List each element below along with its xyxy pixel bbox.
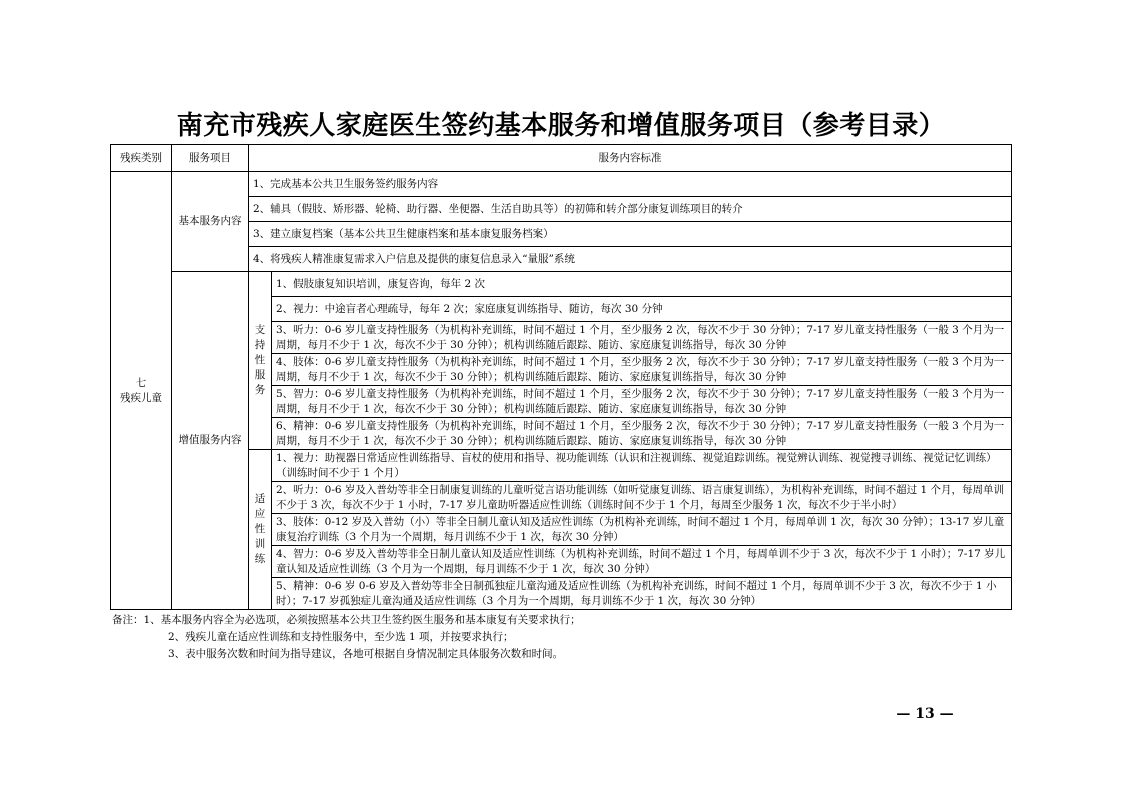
header-category: 残疾类别	[111, 145, 172, 172]
basic-item: 3、建立康复档案（基本公共卫生健康档案和基本康复服务档案）	[249, 222, 1012, 247]
support-service-label: 支 持 性 服 务	[249, 272, 272, 450]
support-item: 4、肢体：0-6 岁儿童支持性服务（为机构补充训练，时间不超过 1 个月，至少服务 2 次，每次不少于 30 分钟）；7-17 岁儿童支持性服务（一般 3 个月为一周期，每月不少于 1 次，每次不少于 30 分钟）；机构训练随后跟踪、随访、家庭康复训练指导，每次 30 分钟	[272, 354, 1012, 386]
category-number: 七	[135, 376, 147, 389]
value-added-service-label: 增值服务内容	[172, 272, 249, 610]
support-item: 5、智力：0-6 岁儿童支持性服务（为机构补充训练，时间不超过 1 个月，至少服务 2 次，每次不少于 30 分钟）；7-17 岁儿童支持性服务（一般 3 个月为一周期，每月不少于 1 次，每次不少于 30 分钟）；机构训练随后跟踪、随访、家庭康复训练指导，每次 30 分钟	[272, 386, 1012, 418]
notes-label: 备注：	[112, 614, 144, 626]
basic-item: 4、将残疾人精准康复需求入户信息及提供的康复信息录入“量服”系统	[249, 247, 1012, 272]
table-row	[111, 172, 1012, 197]
support-item: 2、视力：中途盲者心理疏导，每年 2 次；家庭康复训练指导、随访，每次 30 分钟	[272, 297, 1012, 322]
note-item: 2、残疾儿童在适应性训练和支持性服务中，至少选 1 项，并按要求执行；	[168, 631, 514, 643]
note-item: 1、基本服务内容全为必选项，必须按照基本公共卫生签约医生服务和基本康复有关要求执行；	[143, 614, 581, 626]
category-cell	[111, 172, 172, 610]
note-item: 3、表中服务次数和时间为指导建议，各地可根据自身情况制定具体服务次数和时间。	[168, 648, 564, 660]
adaptive-training-label: 适 应 性 训 练	[249, 450, 272, 610]
basic-item: 1、完成基本公共卫生服务签约服务内容	[249, 172, 1012, 197]
adaptive-item: 3、肢体：0-12 岁及入普幼（小）等非全日制儿童认知及适应性训练（为机构补充训练，时间不超过 1 个月，每周单训 1 次，每次 30 分钟）；13-17 岁儿童康复治疗训练（3 个月为一个周期，每月训练不少于 1 次，每次 30 分钟）	[272, 514, 1012, 546]
table-header-row	[111, 145, 1012, 172]
service-table	[110, 144, 1012, 610]
adaptive-item: 2、听力：0-6 岁及入普幼等非全日制康复训练的儿童听觉言语功能训练（如听觉康复训练、语言康复训练），为机构补充训练，时间不超过 1 个月，每周单训不少于 3 次，每次不少于 1 小时，7-17 岁儿童助听器适应性训练（训练时间不少于 1 个月，每周至少服务 1 次，每次不少于半小时）	[272, 482, 1012, 514]
header-content-standard: 服务内容标准	[249, 145, 1012, 172]
adaptive-item: 4、智力：0-6 岁及入普幼等非全日制儿童认知及适应性训练（为机构补充训练，时间不超过 1 个月，每周单训不少于 3 次，每次不少于 1 小时）；7-17 岁儿童认知及适应性训练（3 个月为一个周期，每月训练不少于 1 次，每次 30 分钟）	[272, 546, 1012, 578]
support-item: 1、假肢康复知识培训，康复咨询，每年 2 次	[272, 272, 1012, 297]
notes	[112, 612, 1012, 663]
basic-service-label: 基本服务内容	[172, 172, 249, 272]
adaptive-item: 5、精神：0-6 岁 0-6 岁及入普幼等非全日制孤独症儿童沟通及适应性训练（为机构补充训练，时间不超过 1 个月，每周单训不少于 3 次，每次不少于 1 小时）；7-17 岁孤独症儿童沟通及适应性训练（3 个月为一个周期，每月训练不少于 1 次，每次 30 分钟）	[272, 578, 1012, 610]
header-service-item: 服务项目	[172, 145, 249, 172]
support-item: 3、听力：0-6 岁儿童支持性服务（为机构补充训练，时间不超过 1 个月，至少服务 2 次，每次不少于 30 分钟）；7-17 岁儿童支持性服务（一般 3 个月为一周期，每月不少于 1 次，每次不少于 30 分钟）；机构训练随后跟踪、随访、家庭康复训练指导，每次 30 分钟	[272, 322, 1012, 354]
page-title: 南充市残疾人家庭医生签约基本服务和增值服务项目（参考目录）	[176, 111, 946, 141]
page-number: — 13 —	[896, 706, 954, 722]
category-name: 残疾儿童	[120, 391, 162, 404]
table-row	[111, 272, 1012, 297]
basic-item: 2、辅具（假肢、矫形器、轮椅、助行器、坐便器、生活自助具等）的初筛和转介部分康复训练项目的转介	[249, 197, 1012, 222]
support-item: 6、精神：0-6 岁儿童支持性服务（为机构补充训练，时间不超过 1 个月，至少服务 2 次，每次不少于 30 分钟）；7-17 岁儿童支持性服务（一般 3 个月为一周期，每月不少于 1 次，每次不少于 30 分钟）；机构训练随后跟踪、随访、家庭康复训练指导，每次 30 分钟	[272, 418, 1012, 450]
adaptive-item: 1、视力：助视器日常适应性训练指导、盲杖的使用和指导、视功能训练（认识和注视训练、视觉追踪训练。视觉辨认训练、视觉搜寻训练、视觉记忆训练）（训练时间不少于 1 个月）	[272, 450, 1012, 482]
